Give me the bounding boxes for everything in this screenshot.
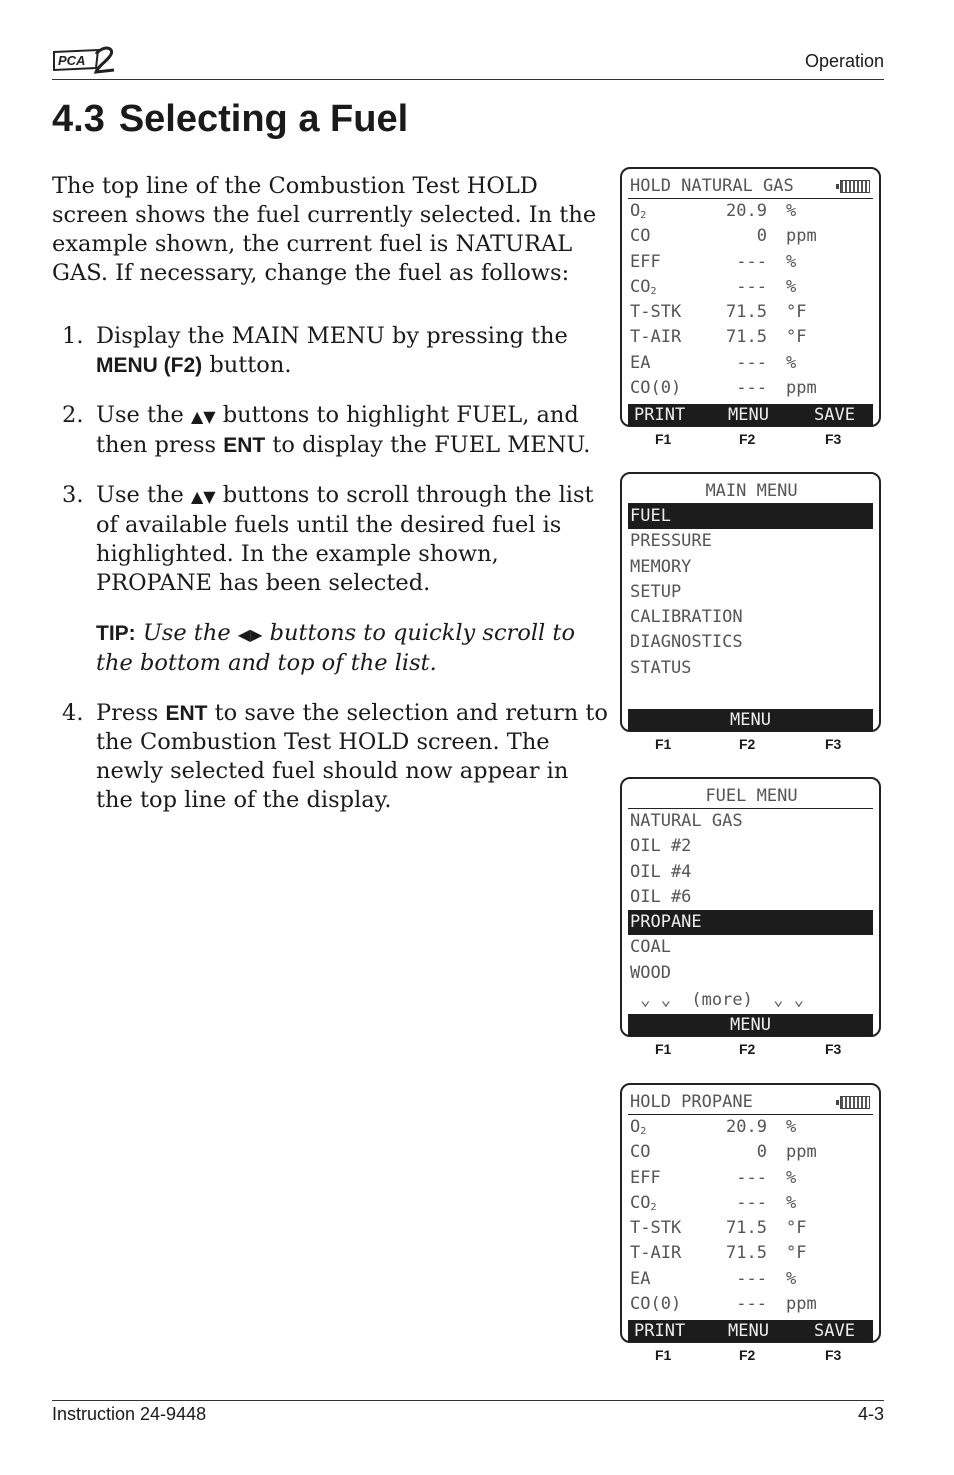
- reading-row: [628, 1115, 873, 1140]
- menu-item[interactable]: COAL: [630, 937, 671, 958]
- f2-label: F2: [739, 1347, 756, 1363]
- lcd-header: [628, 784, 873, 809]
- softkey-save[interactable]: SAVE: [814, 1321, 855, 1341]
- reading-rows: [628, 1115, 873, 1317]
- reading-value: ---: [726, 1192, 767, 1213]
- pca2-logo: [52, 44, 118, 76]
- reading-unit: ppm: [786, 1142, 817, 1163]
- reading-row: [628, 1216, 873, 1241]
- reading-label: EA: [630, 352, 651, 373]
- reading-unit: %: [786, 276, 797, 297]
- softkey-bar: [628, 709, 873, 731]
- intro-paragraph: The top line of the Combustion Test HOLD screen shows the fuel currently selected. In the example shown, the current fuel is NATURAL GAS. If necessary, change the fuel as follows:: [52, 173, 597, 286]
- reading-unit: ppm: [786, 378, 817, 399]
- reading-label: T-AIR: [630, 1243, 682, 1264]
- reading-unit: °F: [786, 1218, 807, 1239]
- menu-item[interactable]: FUEL: [628, 504, 873, 529]
- reading-unit: ppm: [786, 226, 817, 247]
- step-text: buttons to highlight FUEL, and then press: [96, 402, 579, 458]
- lcd-hold-propane: [620, 1083, 881, 1343]
- svg-text:PCA: PCA: [58, 53, 86, 68]
- reading-label: CO(0): [630, 1294, 682, 1315]
- page-title: [52, 98, 408, 141]
- function-key-labels: [620, 1041, 881, 1061]
- reading-label: CO(0): [630, 378, 682, 399]
- reading-label: EA: [630, 1268, 651, 1289]
- step-number: 4.: [62, 700, 84, 726]
- softkey-menu[interactable]: MENU: [728, 1321, 769, 1341]
- reading-rows: [628, 199, 873, 401]
- f1-label: F1: [655, 1347, 672, 1363]
- menu-item[interactable]: CALIBRATION: [630, 607, 743, 628]
- reading-unit: °F: [786, 302, 807, 323]
- tip-text: Use the: [135, 620, 238, 646]
- function-key-labels: [620, 736, 881, 756]
- reading-label: O: [630, 201, 641, 221]
- reading-unit: °F: [786, 1243, 807, 1264]
- menu-items: [628, 809, 873, 986]
- softkey-save[interactable]: SAVE: [814, 405, 855, 425]
- battery-icon: [840, 1096, 870, 1109]
- lcd-header-text: MAIN MENU: [705, 481, 798, 501]
- lcd-display: [628, 174, 873, 425]
- reading-row: [628, 1241, 873, 1266]
- reading-label: CO: [630, 276, 651, 297]
- softkey-print[interactable]: PRINT: [634, 1321, 686, 1341]
- reading-value: ---: [726, 378, 767, 399]
- f3-label: F3: [825, 1041, 842, 1057]
- up-down-arrows-icon: ▲▼: [190, 487, 216, 506]
- footer-page-number: 4-3: [857, 1404, 884, 1424]
- reading-value: 0: [726, 226, 767, 247]
- softkey-menu[interactable]: MENU: [730, 1015, 771, 1035]
- f1-label: F1: [655, 431, 672, 447]
- menu-items: [628, 504, 873, 681]
- lcd-fuel-menu: [620, 777, 881, 1037]
- step-text: to display the FUEL MENU.: [265, 432, 591, 458]
- menu-item[interactable]: STATUS: [630, 657, 692, 678]
- reading-value: 71.5: [726, 1218, 767, 1239]
- footer-rule: [52, 1400, 884, 1401]
- menu-item[interactable]: OIL #4: [630, 861, 692, 882]
- reading-subscript: 2: [650, 1201, 657, 1213]
- softkey-bar: [628, 1320, 873, 1342]
- step-2: [52, 401, 612, 460]
- lcd-header-text: HOLD NATURAL GAS: [630, 176, 794, 196]
- f2-label: F2: [739, 431, 756, 447]
- reading-unit: %: [786, 1192, 797, 1213]
- ent-key-name: ENT: [223, 434, 266, 457]
- section-title: Selecting a Fuel: [118, 98, 409, 140]
- reading-row: [628, 1140, 873, 1165]
- reading-row: [628, 325, 873, 350]
- footer-instruction-number: Instruction 24-9448: [52, 1404, 207, 1424]
- reading-row: [628, 250, 873, 275]
- step-3: [52, 481, 612, 678]
- reading-subscript: 2: [650, 285, 657, 297]
- reading-value: 71.5: [726, 302, 767, 323]
- reading-label: T-STK: [630, 1218, 682, 1239]
- menu-item[interactable]: DIAGNOSTICS: [630, 632, 743, 653]
- reading-label: T-STK: [630, 302, 682, 323]
- lcd-display: [628, 1090, 873, 1341]
- battery-icon: [840, 180, 870, 193]
- ent-key-name: ENT: [165, 702, 208, 725]
- reading-value: 71.5: [726, 327, 767, 348]
- reading-value: 71.5: [726, 1243, 767, 1264]
- menu-item[interactable]: OIL #2: [630, 836, 692, 857]
- reading-value: 20.9: [726, 1117, 767, 1137]
- left-right-arrows-icon: ◀▶: [237, 625, 263, 644]
- step-number: 3.: [62, 482, 84, 508]
- reading-unit: %: [786, 251, 797, 272]
- tip-note: [96, 619, 612, 678]
- menu-item[interactable]: NATURAL GAS: [630, 811, 743, 831]
- reading-row: [628, 224, 873, 249]
- step-text: Display the MAIN MENU by pressing the: [96, 323, 568, 349]
- lcd-hold-natural-gas: [620, 167, 881, 427]
- lcd-header: [628, 1090, 873, 1115]
- reading-unit: %: [786, 1268, 797, 1289]
- reading-row: [628, 1292, 873, 1317]
- softkey-print[interactable]: PRINT: [634, 405, 686, 425]
- step-text: button.: [202, 352, 292, 378]
- reading-label: O: [630, 1117, 641, 1137]
- reading-value: ---: [726, 276, 767, 297]
- reading-value: 0: [726, 1142, 767, 1163]
- reading-row: [628, 1166, 873, 1191]
- body-text: [52, 172, 612, 836]
- reading-row: [628, 351, 873, 376]
- lcd-header: [628, 479, 873, 504]
- menu-item[interactable]: MEMORY: [630, 556, 692, 577]
- reading-unit: ppm: [786, 1294, 817, 1315]
- f3-label: F3: [825, 736, 842, 752]
- reading-subscript: 2: [640, 1126, 647, 1137]
- f3-label: F3: [825, 1347, 842, 1363]
- reading-subscript: 2: [640, 210, 647, 221]
- step-1: [52, 322, 612, 380]
- reading-label: EFF: [630, 251, 661, 272]
- menu-item[interactable]: PRESSURE: [630, 531, 712, 552]
- step-number: 2.: [62, 402, 84, 428]
- reading-label: CO: [630, 226, 651, 247]
- f1-label: F1: [655, 1041, 672, 1057]
- reading-row: [628, 275, 873, 300]
- lcd-display: [628, 784, 873, 1035]
- steps-list: [52, 322, 612, 815]
- reading-row: [628, 1267, 873, 1292]
- softkey-menu[interactable]: MENU: [730, 710, 771, 730]
- reading-unit: %: [786, 352, 797, 373]
- header-section-label: Operation: [804, 51, 884, 71]
- menu-key-name: MENU (F2): [96, 354, 203, 377]
- reading-unit: °F: [786, 327, 807, 348]
- softkey-menu[interactable]: MENU: [728, 405, 769, 425]
- reading-label: EFF: [630, 1167, 661, 1188]
- softkey-bar: [628, 1014, 873, 1036]
- step-number: 1.: [62, 323, 84, 349]
- lcd-header-text: HOLD PROPANE: [630, 1092, 753, 1112]
- header-rule: [52, 79, 884, 80]
- reading-label: CO: [630, 1192, 651, 1213]
- reading-unit: %: [786, 201, 797, 221]
- reading-row: [628, 300, 873, 325]
- step-text: to save the selection and return to the Combustion Test HOLD screen. The newly selected fuel should now appear in the top line of the display.: [96, 700, 608, 813]
- menu-item[interactable]: OIL #6: [630, 886, 692, 907]
- reading-row: [628, 1191, 873, 1216]
- section-number: 4.3: [52, 98, 105, 140]
- more-indicator: ⌄ ⌄ (more) ⌄ ⌄: [630, 990, 804, 1010]
- reading-unit: %: [786, 1167, 797, 1188]
- tip-text: buttons to quickly scroll to the bottom and top of the list.: [96, 620, 575, 676]
- f2-label: F2: [739, 1041, 756, 1057]
- menu-item[interactable]: SETUP: [630, 581, 682, 602]
- reading-label: T-AIR: [630, 327, 682, 348]
- menu-item[interactable]: WOOD: [630, 962, 671, 983]
- step-text: Use the: [96, 402, 191, 428]
- f2-label: F2: [739, 736, 756, 752]
- reading-unit: %: [786, 1117, 797, 1137]
- lcd-header-text: FUEL MENU: [705, 786, 798, 806]
- tip-label: TIP:: [96, 622, 136, 645]
- reading-value: ---: [726, 352, 767, 373]
- softkey-bar: [628, 404, 873, 426]
- lcd-header: [628, 174, 873, 199]
- step-text: Press: [96, 700, 166, 726]
- function-key-labels: [620, 1347, 881, 1367]
- reading-value: ---: [726, 1167, 767, 1188]
- f3-label: F3: [825, 431, 842, 447]
- reading-value: ---: [726, 251, 767, 272]
- step-text: Use the: [96, 482, 191, 508]
- lcd-display: [628, 479, 873, 730]
- function-key-labels: [620, 431, 881, 451]
- reading-row: [628, 199, 873, 224]
- lcd-main-menu: [620, 472, 881, 732]
- reading-value: ---: [726, 1268, 767, 1289]
- reading-value: ---: [726, 1294, 767, 1315]
- step-text: buttons to scroll through the list of available fuels until the desired fuel is highlighted. In the example shown, PROPANE has been selected.: [96, 482, 594, 596]
- reading-row: [628, 376, 873, 401]
- step-4: [52, 699, 612, 815]
- menu-item[interactable]: PROPANE: [628, 910, 873, 935]
- up-down-arrows-icon: ▲▼: [190, 407, 216, 426]
- reading-value: 20.9: [726, 201, 767, 221]
- reading-label: CO: [630, 1142, 651, 1163]
- f1-label: F1: [655, 736, 672, 752]
